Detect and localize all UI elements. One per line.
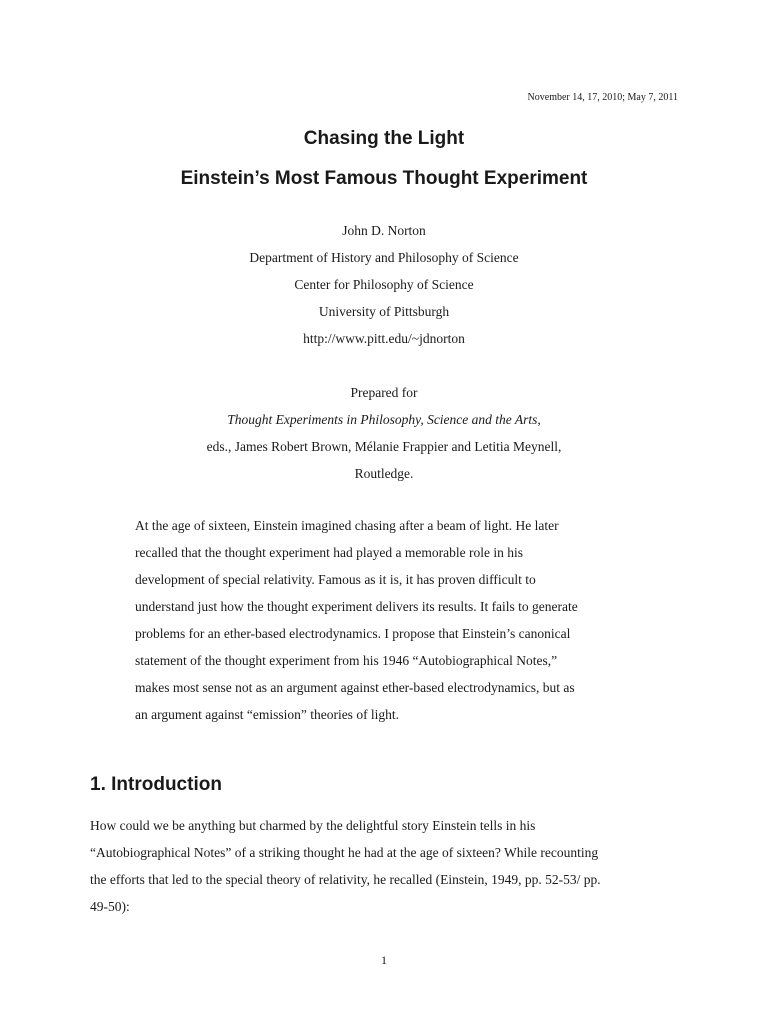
document-date: November 14, 17, 2010; May 7, 2011 [527, 92, 678, 103]
page-number: 1 [381, 953, 387, 967]
body-line: How could we be anything but charmed by the delightful story Einstein tells in his [90, 818, 536, 833]
body-line: “Autobiographical Notes” of a striking thought he had at the age of sixteen? While recounting [90, 845, 599, 860]
section-heading-introduction: 1. Introduction [90, 774, 222, 795]
paper-subtitle: Einstein’s Most Famous Thought Experiment [180, 168, 588, 189]
abstract-line: understand just how the thought experiment delivers its results. It fails to generate [135, 599, 578, 614]
author-name: John D. Norton [342, 223, 426, 238]
introduction-paragraph [90, 812, 680, 920]
prepared-for-block [0, 379, 768, 487]
abstract-line: development of special relativity. Famous as it is, it has proven difficult to [135, 572, 536, 587]
book-editors: eds., James Robert Brown, Mélanie Frappier and Letitia Meynell, [206, 439, 562, 454]
author-affiliation-center: Center for Philosophy of Science [294, 277, 474, 292]
paper-title: Chasing the Light [303, 128, 465, 149]
abstract [135, 512, 635, 728]
prepared-for-label: Prepared for [350, 385, 418, 400]
book-title: Thought Experiments in Philosophy, Science and the Arts [227, 412, 538, 427]
abstract-line: recalled that the thought experiment had played a memorable role in his [135, 545, 523, 560]
book-title-comma: , [537, 412, 541, 427]
body-line: 49-50): [90, 899, 130, 914]
book-title-line [0, 406, 768, 433]
author-affiliation-university: University of Pittsburgh [318, 304, 450, 319]
author-affiliation-department: Department of History and Philosophy of Science [249, 250, 519, 265]
abstract-line: statement of the thought experiment from his 1946 “Autobiographical Notes,” [135, 653, 558, 668]
abstract-line: At the age of sixteen, Einstein imagined chasing after a beam of light. He later [135, 518, 559, 533]
author-url: http://www.pitt.edu/~jdnorton [303, 331, 465, 346]
author-block [0, 217, 768, 352]
abstract-line: an argument against “emission” theories of light. [135, 707, 400, 722]
abstract-line: problems for an ether-based electrodynamics. I propose that Einstein’s canonical [135, 626, 571, 641]
body-line: the efforts that led to the special theory of relativity, he recalled (Einstein, 1949, pp. 52-53/ pp. [90, 872, 601, 887]
book-publisher: Routledge. [354, 466, 414, 481]
abstract-line: makes most sense not as an argument against ether-based electrodynamics, but as [135, 680, 575, 695]
